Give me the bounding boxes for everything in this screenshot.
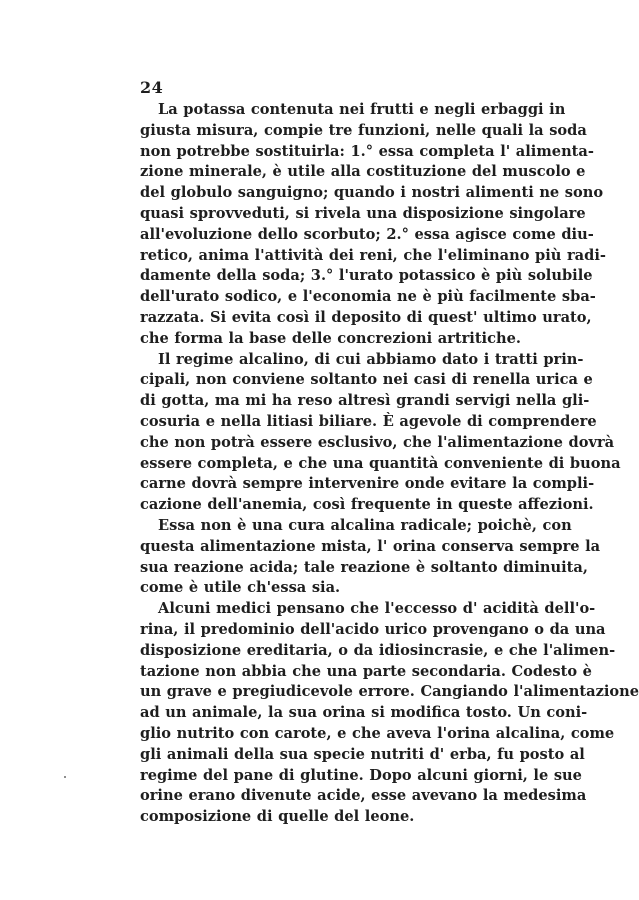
text-line: cipali, non conviene soltanto nei casi di renella urica e — [140, 371, 593, 389]
text-line: sua reazione acida; tale reazione è soltanto diminuita, — [140, 558, 588, 576]
text-line: composizione di quelle del leone. — [140, 808, 415, 826]
text-line: giusta misura, compie tre funzioni, nelle quali la soda — [140, 121, 587, 139]
text-line: retico, anima l'attività dei reni, che l'eliminano più radi- — [140, 246, 606, 264]
text-line: all'evoluzione dello scorbuto; 2.° essa agisce come diu- — [140, 225, 594, 243]
text-line: zione minerale, è utile alla costituzione del muscolo e — [140, 163, 586, 181]
text-line: glio nutrito con carote, e che aveva l'orina alcalina, come — [140, 724, 615, 742]
body-text — [140, 100, 639, 828]
text-line: questa alimentazione mista, l' orina conserva sempre la — [140, 537, 601, 555]
text-line: cazione dell'anemia, così frequente in queste affezioni. — [140, 496, 594, 514]
text-line: disposizione ereditaria, o da idiosincrasie, e che l'alimen- — [140, 641, 616, 659]
text-line: del globulo sanguigno; quando i nostri alimenti ne sono — [140, 184, 604, 202]
text-line: rina, il predominio dell'acido urico provengano o da una — [140, 620, 606, 638]
text-line: razzata. Si evita così il deposito di quest' ultimo urato, — [140, 308, 592, 326]
text-line: dell'urato sodico, e l'economia ne è più facilmente sba- — [140, 288, 596, 306]
text-line: gli animali della sua specie nutriti d' erba, fu posto al — [140, 745, 585, 763]
text-line: che non potrà essere esclusivo, che l'alimentazione dovrà — [140, 433, 615, 451]
text-line: che forma la base delle concrezioni artritiche. — [140, 329, 521, 347]
page-number: 24 — [140, 78, 164, 97]
text-line: La potassa contenuta nei frutti e negli erbaggi in — [158, 101, 566, 118]
text-line: di gotta, ma mi ha reso altresì grandi servigi nella gli- — [140, 392, 590, 410]
text-line: cosuria e nella litiasi biliare. È agevole di comprendere — [140, 412, 597, 430]
text-line: damente della soda; 3.° l'urato potassico è più solubile — [140, 267, 593, 285]
text-line: un grave e pregiudicevole errore. Cangiando l'alimentazione — [140, 683, 639, 701]
text-line: essere completa, e che una quantità conveniente di buona — [140, 454, 621, 472]
text-line: ad un animale, la sua orina si modifica tosto. Un coni- — [140, 704, 588, 722]
text-line: non potrebbe sostituirla: 1.° essa completa l' alimenta- — [140, 142, 594, 160]
text-line: come è utile ch'essa sia. — [140, 579, 341, 597]
text-line: quasi sprovveduti, si rivela una disposizione singolare — [140, 204, 586, 222]
text-line: Essa non è una cura alcalina radicale; poichè, con — [158, 516, 572, 534]
text-line: Il regime alcalino, di cui abbiamo dato i tratti prin- — [158, 350, 584, 368]
text-line: regime del pane di glutine. Dopo alcuni giorni, le sue — [140, 766, 582, 784]
text-line: orine erano divenute acide, esse avevano la medesima — [140, 787, 587, 805]
text-line: carne dovrà sempre intervenire onde evitare la compli- — [140, 475, 595, 493]
paper-speck — [64, 776, 66, 778]
text-line: Alcuni medici pensano che l'eccesso d' acidità dell'o- — [158, 600, 596, 618]
text-line: tazione non abbia che una parte secondaria. Codesto è — [140, 662, 592, 680]
